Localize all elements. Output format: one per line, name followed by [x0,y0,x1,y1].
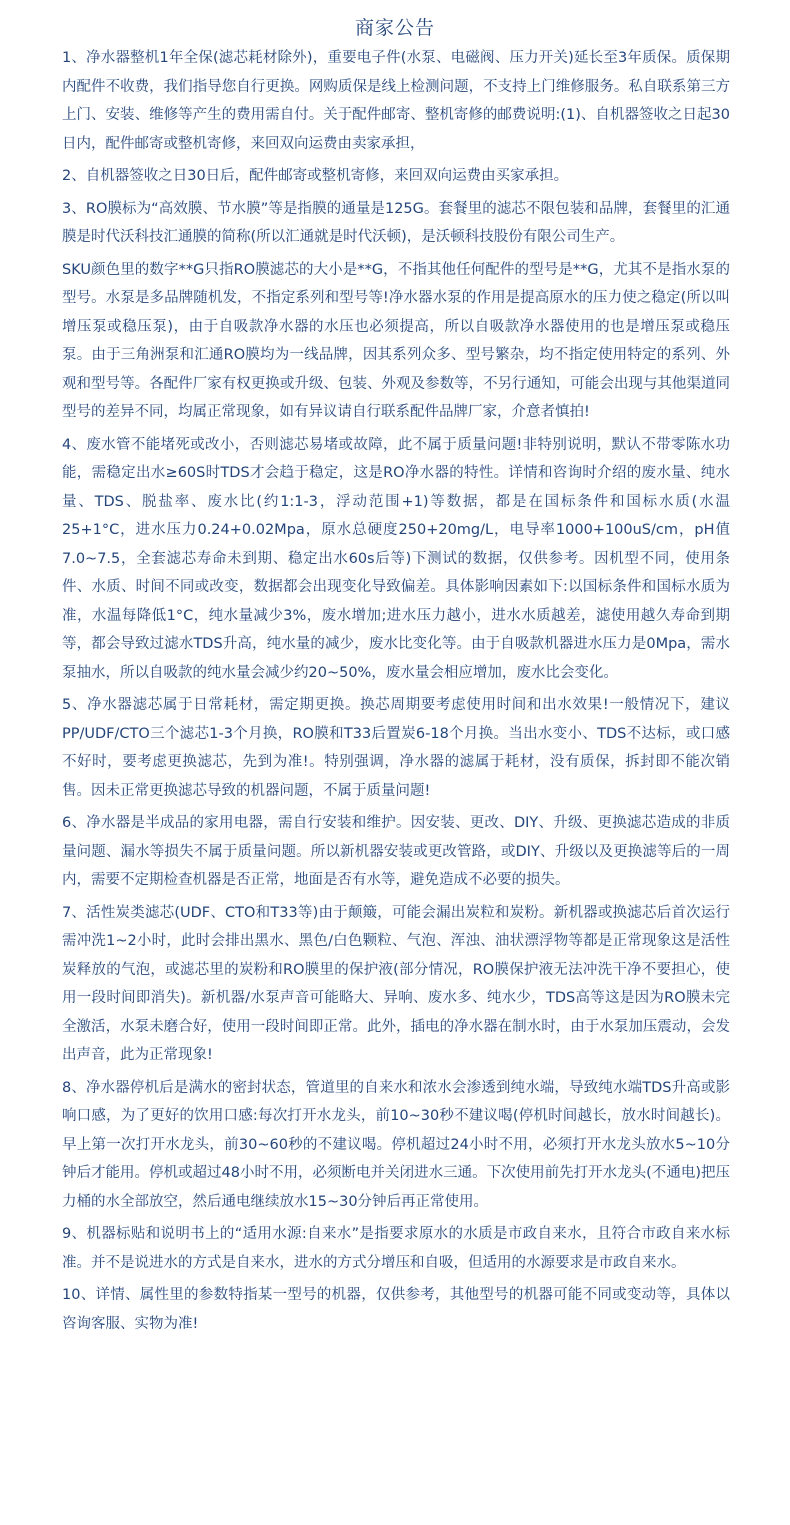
notice-paragraph-9: 9、机器标贴和说明书上的“适用水源:自来水”是指要求原水的水质是市政自来水，且符合市政自来水标准。并不是说进水的方式是自来水，进水的方式分增压和自吸，但适用的水源要求是市政自来水。 [62,1226,730,1271]
notice-title: 商家公告 [354,17,435,39]
notice-paragraph-3: 3、RO膜标为“高效膜、节水膜”等是指膜的通量是125G。套餐里的滤芯不限包装和品牌，套餐里的汇通膜是时代沃科技汇通膜的简称(所以汇通就是时代沃顿)，是沃顿科技股份有限公司生产。 [62,200,730,245]
notice-paragraph-6: 6、净水器是半成品的家用电器，需自行安装和维护。因安装、更改、DIY、升级、更换滤芯造成的非质量问题、漏水等损失不属于质量问题。所以新机器安装或更改管路，或DIY、升级以及更换滤等后的一周内，需要不定期检查机器是否正常，地面是否有水等，避免造成不必要的损失。 [62,815,730,888]
notice-paragraph-sku: SKU颜色里的数字**G只指RO膜滤芯的大小是**G，不指其他任何配件的型号是**G，尤其不是指水泵的型号。水泵是多品牌随机发，不指定系列和型号等!净水器水泵的作用是提高原水的压力使之稳定(所以叫增压泵或稳压泵)，由于自吸款净水器的水压也必须提高，所以自吸款净水器使用的也是增压泵或稳压泵。由于三角洲泵和汇通RO膜均为一线品牌，因其系列众多、型号繁杂，均不指定使用特定的系列、外观和型号等。各配件厂家有权更换或升级、包装、外观及参数等，不另行通知，可能会出现与其他渠道同型号的差异不同，均属正常现象，如有异议请自行联系配件品牌厂家，介意者慎拍! [62,261,730,420]
notice-paragraph-2: 2、自机器签收之日30日后，配件邮寄或整机寄修，来回双向运费由买家承担。 [62,168,569,184]
notice-paragraph-1: 1、净水器整机1年全保(滤芯耗材除外)，重要电子件(水泵、电磁阀、压力开关)延长至3年质保。质保期内配件不收费，我们指导您自行更换。网购质保是线上检测问题，不支持上门维修服务。私自联系第三方上门、安装、维修等产生的费用需自付。关于配件邮寄、整机寄修的邮费说明:(1)、自机器签收之日起30日内，配件邮寄或整机寄修，来回双向运费由卖家承担， [62,50,730,152]
notice-paragraph-10: 10、详情、属性里的参数特指某一型号的机器，仅供参考，其他型号的机器可能不同或变动等，具体以咨询客服、实物为准! [62,1287,730,1332]
notice-paragraph-8: 8、净水器停机后是满水的密封状态，管道里的自来水和浓水会渗透到纯水端，导致纯水端TDS升高或影响口感，为了更好的饮用口感:每次打开水龙头，前10~30秒不建议喝(停机时间越长，放水时间越长)。早上第一次打开水龙头，前30~60秒的不建议喝。停机超过24小时不用，必须打开水龙头放水5~10分钟后才能用。停机或超过48小时不用，必须断电并关闭进水三通。下次使用前先打开水龙头(不通电)把压力桶的水全部放空，然后通电继续放水15~30分钟后再正常使用。 [62,1079,730,1210]
notice-paragraph-4: 4、废水管不能堵死或改小，否则滤芯易堵或故障，此不属于质量问题!非特别说明，默认不带零陈水功能，需稳定出水≥60S时TDS才会趋于稳定，这是RO净水器的特性。详情和咨询时介绍的废水量、纯水量、TDS、脱盐率、废水比(约1:1-3，浮动范围+1)等数据，都是在国标条件和国标水质(水温25+1°C，进水压力0.24+0.02Mpa，原水总硬度250+20mg/L，电导率1000+100uS/cm，pH值7.0~7.5，全套滤芯寿命未到期、稳定出水60s后等)下测试的数据，仅供参考。因机型不同，使用条件、水质、时间不同或改变，数据都会出现变化导致偏差。具体影响因素如下:以国标条件和国标水质为准，水温每降低1°C，纯水量减少3%，废水增加;进水压力越小，进水水质越差，滤使用越久寿命到期等，都会导致过滤水TDS升高，纯水量的减少，废水比变化等。由于自吸款机器进水压力是0Mpa，需水泵抽水，所以自吸款的纯水量会减少约20~50%，废水量会相应增加，废水比会变化。 [62,436,730,681]
notice-body [62,44,730,1342]
notice-paragraph-7: 7、活性炭类滤芯(UDF、CTO和T33等)由于颠簸，可能会漏出炭粒和炭粉。新机器或换滤芯后首次运行需冲洗1~2小时，此时会排出黑水、黑色/白色颗粒、气泡、浑浊、油状漂浮物等都是正常现象这是活性炭释放的气泡，或滤芯里的炭粉和RO膜里的保护液(部分情况，RO膜保护液无法冲洗干净不要担心，使用一段时间即消失)。新机器/水泵声音可能略大、异响、废水多、纯水少，TDS高等这是因为RO膜未完全激活，水泵未磨合好，使用一段时间即正常。此外，插电的净水器在制水时，由于水泵加压震动，会发出声音，此为正常现象! [62,904,730,1063]
notice-paragraph-5: 5、净水器滤芯属于日常耗材，需定期更换。换芯周期要考虑使用时间和出水效果!一般情况下，建议PP/UDF/CTO三个滤芯1-3个月换，RO膜和T33后置炭6-18个月换。当出水变小、TDS不达标，或口感不好时，要考虑更换滤芯，先到为准!。特别强调，净水器的滤属于耗材，没有质保，拆封即不能次销售。因未正常更换滤芯导致的机器问题，不属于质量问题! [62,697,730,799]
